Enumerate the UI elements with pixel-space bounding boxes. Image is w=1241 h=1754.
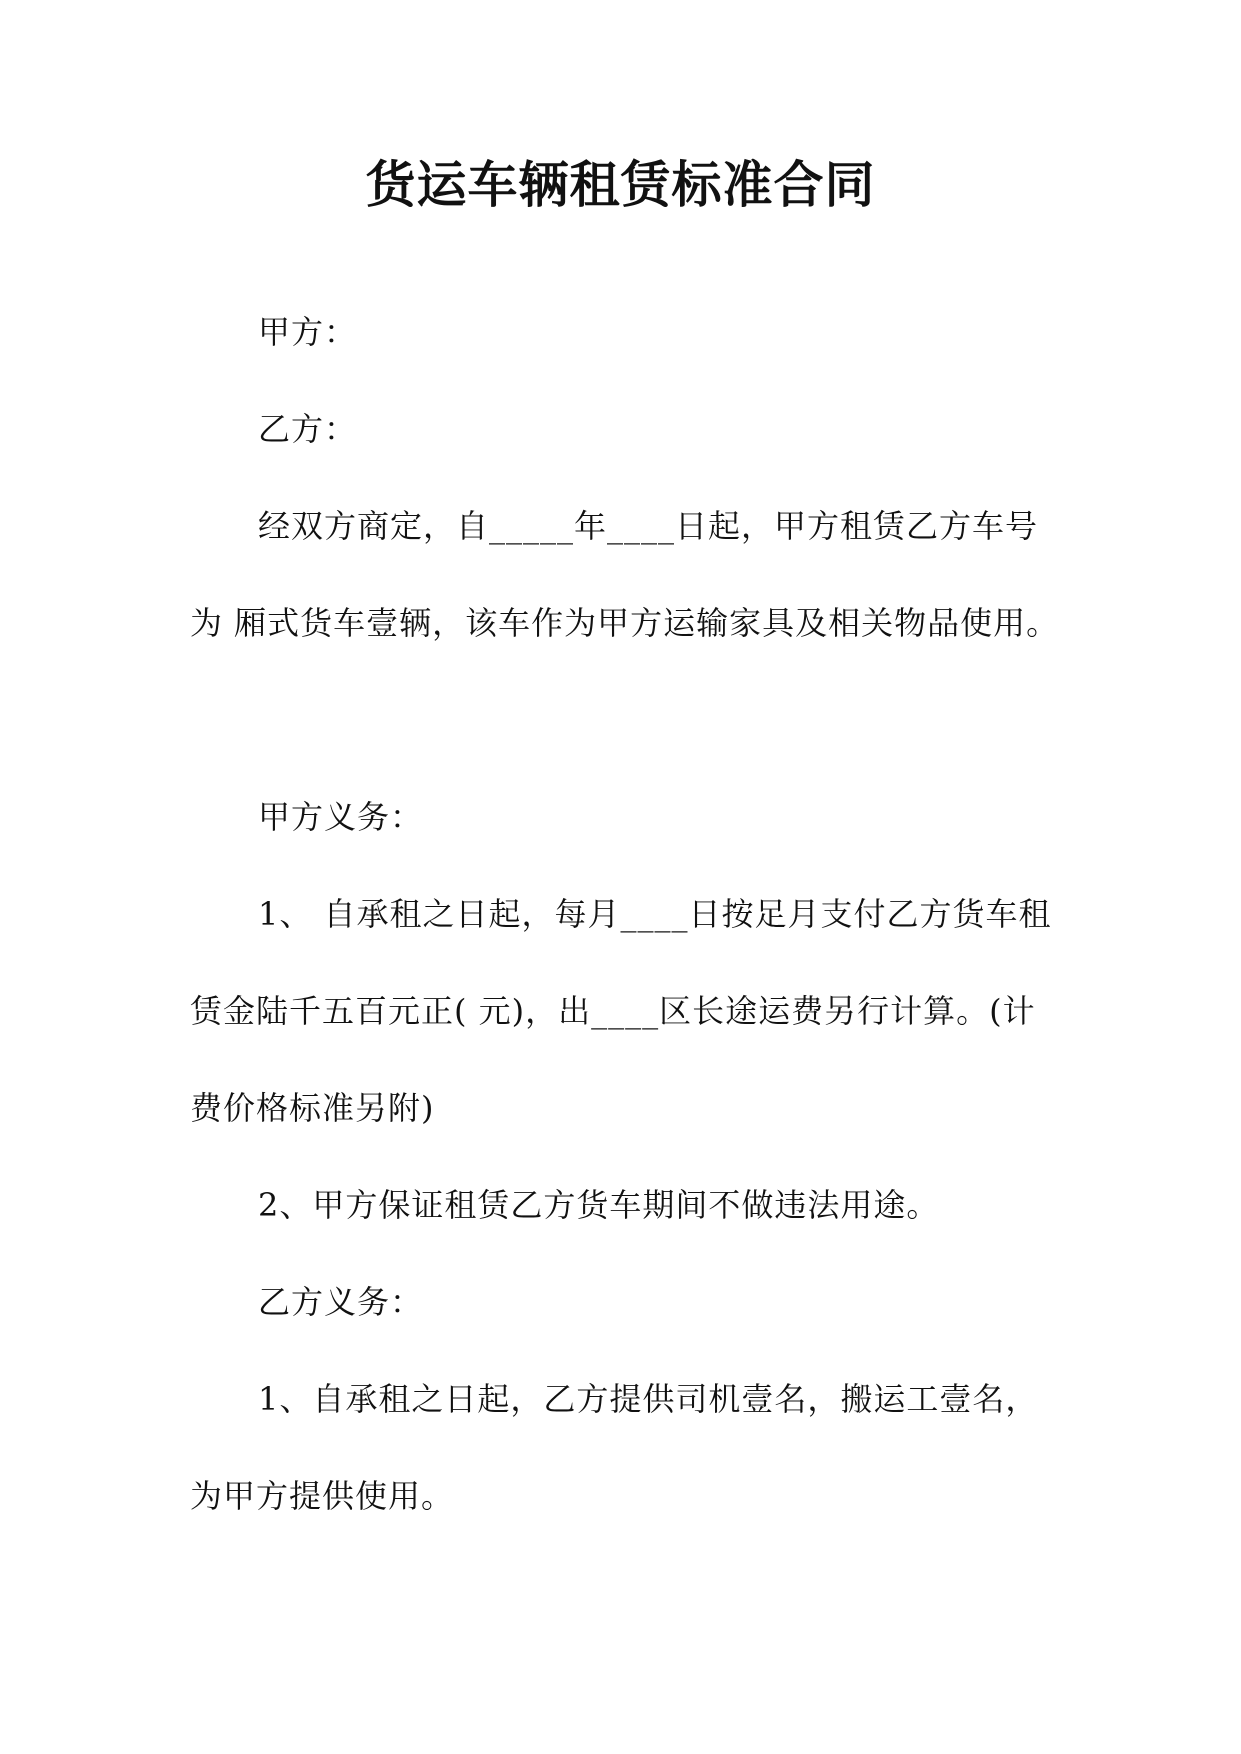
party-a-obligation-1: 1、 自承租之日起，每月____日按足月支付乙方货车租赁金陆千五百元正( 元)，出____区长途运费另行计算。(计费价格标准另附) <box>190 895 1052 1127</box>
party-b-line: 乙方： <box>258 410 358 448</box>
party-b-obligation-1: 1、自承租之日起，乙方提供司机壹名，搬运工壹名，为甲方提供使用。 <box>190 1380 1039 1515</box>
party-a-obligations-heading: 甲方义务： <box>258 798 424 836</box>
party-a-obligation-2: 2、甲方保证租赁乙方货车期间不做违法用途。 <box>258 1186 940 1224</box>
party-a-line: 甲方： <box>258 313 358 351</box>
party-b-obligations-heading: 乙方义务： <box>258 1283 424 1321</box>
agreement-paragraph: 经双方商定，自_____年____日起，甲方租赁乙方车号为 厢式货车壹辆，该车作为甲方运输家具及相关物品使用。 <box>190 507 1060 642</box>
document-title: 货运车辆租赁标准合同 <box>365 155 876 214</box>
